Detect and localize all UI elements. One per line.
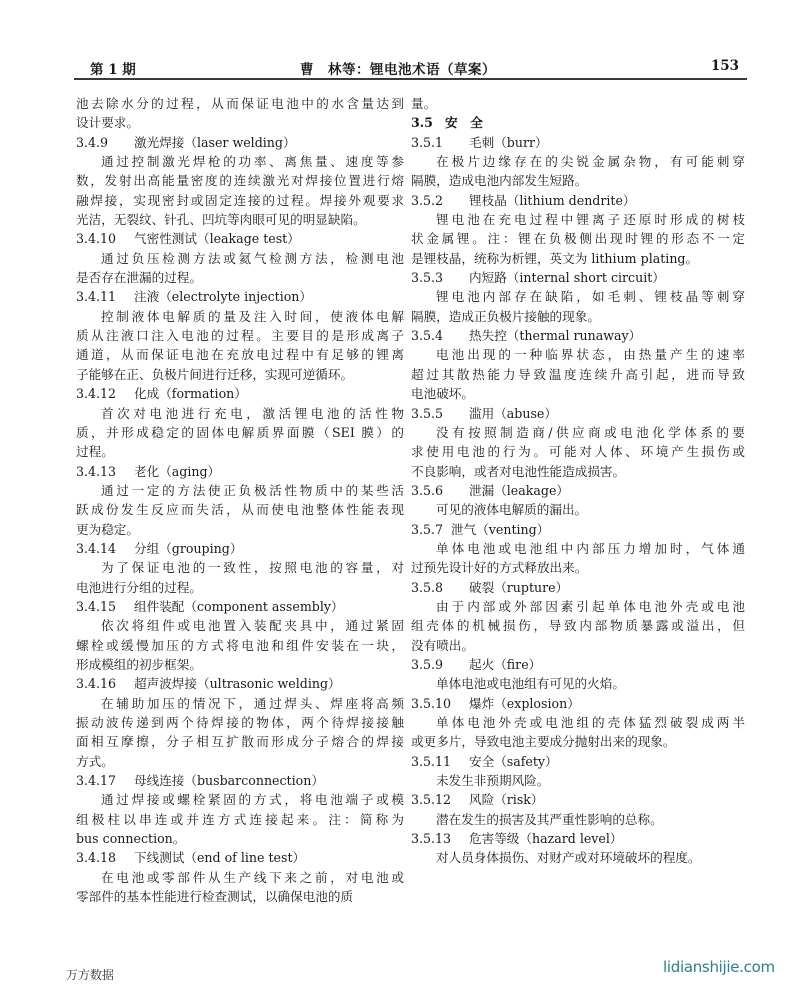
term-heading [411,404,745,423]
body-text-line: 通过负压检测方法或氦气检测方法，检测电池 [101,250,404,266]
body-text-line: 过预先设计好的方式释放出来。 [411,560,588,576]
term-number: 3.5.10 [411,695,452,711]
body-text-line: 潜在发生的损害及其严重性影响的总称。 [436,811,663,827]
body-text-line: 是锂枝晶，统称为析锂，英文为 lithium plating。 [411,250,699,266]
term-label: 母线连接（busbarconnection） [134,773,324,789]
running-title: 曹 林等：锂电池术语（草案） [300,62,496,78]
body-text-line: 通过一定的方法使正负极活性物质中的某些活 [101,482,404,498]
term-heading [411,133,745,152]
body-text-line: 质，并形成稳定的固体电解质界面膜（SEI 膜）的 [76,424,404,440]
body-text-line: 依次将组件或电池置入装配夹具中，通过紧固 [101,618,404,634]
body-text-line: bus connection。 [76,831,186,847]
body-text-line: 隔膜，造成电池内部发生短路。 [411,173,588,189]
body-text-line: 或更多片，导致电池主要成分抛射出来的现象。 [411,734,676,750]
running-header [74,58,747,80]
issue-label: 第 1 期 [90,62,136,78]
body-text-line: 为了保证电池的一致性，按照电池的容量，对 [101,560,404,576]
body-text-line: 对人员身体损伤、对财产或对环境破坏的程度。 [436,850,701,866]
term-number: 3.5.5 [411,405,444,421]
term-label: 爆炸（explosion） [469,695,580,711]
term-heading [411,191,745,210]
term-label: 化成（formation） [134,386,247,402]
term-heading [411,578,745,597]
body-text-line: 通道，从而保证电池在充放电过程中有足够的锂离 [76,347,404,363]
body-text-line: 隔膜，造成正负极片接触的现象。 [411,308,600,324]
section-number: 3.5 [411,115,433,131]
body-text-line: 形成模组的初步框架。 [76,656,202,672]
term-number: 3.4.18 [76,850,117,866]
term-number: 3.5.7 [411,521,444,537]
left-column [76,94,404,906]
term-heading [76,384,404,403]
body-text-line: 在电池或零部件从生产线下来之前，对电池或 [101,869,404,885]
term-heading [411,326,745,345]
body-text-line: 光洁，无裂纹、针孔、凹坑等肉眼可见的明显缺陷。 [76,212,366,228]
section-heading [411,113,745,132]
term-label: 注液（electrolyte injection） [134,289,313,305]
term-number: 3.5.2 [411,192,444,208]
term-number: 3.5.3 [411,270,444,286]
body-text-line: 超过其散热能力导致温度连续升高引起，进而导致 [411,366,745,382]
term-number: 3.4.15 [76,598,117,614]
body-text-line: 可见的液体电解质的漏出。 [436,502,588,518]
body-text-line: 求使用电池的行为。可能对人体、环境产生损伤或 [411,444,745,460]
body-text-line: 组极柱以串连或并连方式连接起来。注：简称为 [76,811,404,827]
term-label: 激光焊接（laser welding） [134,134,296,150]
term-number: 3.5.11 [411,753,452,769]
term-number: 3.5.4 [411,328,444,344]
body-text-line: 池去除水分的过程，从而保证电池中的水含量达到 [76,96,404,111]
term-heading [76,229,404,248]
term-number: 3.5.13 [411,831,452,847]
header-rule [74,78,747,80]
body-text-line: 没有喷出。 [411,637,474,653]
body-text-line: 跃成份发生反应而失活，从而使电池整体性能表现 [76,502,404,518]
term-label: 毛刺（burr） [469,134,548,150]
term-heading [411,268,745,287]
term-label: 超声波焊接（ultrasonic welding） [134,676,341,692]
body-text-line: 通过焊接或螺栓紧固的方式，将电池端子或模 [101,792,404,808]
body-text-line: 单体电池或电池组中内部压力增加时，气体通 [436,540,745,556]
body-text-line: 振动波传递到两个待焊接的物体，两个待焊接接触 [76,715,404,730]
section-label: 安 全 [445,115,483,131]
body-text-line: 组壳体的机械损伤，导致内部物质暴露或溢出，但 [411,618,745,634]
body-text-line: 首次对电池进行充电，激活锂电池的活性物 [101,405,404,421]
body-text-line: 通过控制激光焊枪的功率、离焦量、速度等参 [101,154,404,170]
term-heading [411,655,745,674]
body-text-line: 电池进行分组的过程。 [76,579,202,595]
body-text-line: 没有按照制造商/供应商或电池化学体系的要 [436,424,745,440]
body-text-line: 数，发射出高能量密度的连续激光对焊接位置进行熔 [76,173,404,189]
body-text-line: 电池破坏。 [411,386,474,402]
body-text-line: 状金属锂。注：锂在负极侧出现时锂的形态不一定 [411,231,745,247]
term-label: 泄漏（leakage） [469,482,570,498]
term-number: 3.4.17 [76,773,117,789]
term-number: 3.4.14 [76,540,117,556]
term-label: 内短路（internal short circuit） [469,270,665,286]
body-text-line: 在极片边缘存在的尖锐金属杂物，有可能刺穿 [436,154,745,170]
body-text-line: 方式。 [76,753,114,769]
term-heading [411,752,745,771]
body-text-line: 电池出现的一种临界状态，由热量产生的速率 [436,347,745,363]
term-label: 气密性测试（leakage test） [134,231,300,247]
term-heading [411,520,745,539]
body-text-line: 零部件的基本性能进行检查测试，以确保电池的质 [76,889,354,905]
term-number: 3.4.9 [76,134,109,150]
body-text-line: 锂电池在充电过程中锂离子还原时形成的树枝 [436,212,745,228]
term-label: 热失控（thermal runaway） [469,328,642,344]
body-text-line: 未发生非预期风险。 [436,773,550,789]
term-number: 3.5.8 [411,579,444,595]
body-text-line: 更为稳定。 [76,521,139,537]
body-text-line: 单体电池外壳或电池组的壳体猛烈破裂成两半 [436,715,745,730]
term-label: 安全（safety） [469,753,558,769]
body-text-line: 子能够在正、负极片间进行迁移，实现可逆循环。 [76,366,354,382]
body-text-line: 螺栓或缓慢加压的方式将电池和组件安装在一块， [76,637,404,653]
term-label: 滥用（abuse） [469,405,557,421]
body-text-line: 设计要求。 [76,115,139,131]
term-label: 老化（aging） [134,463,221,479]
body-text-line: 过程。 [76,444,114,460]
term-heading [411,829,745,848]
term-number: 3.5.6 [411,482,444,498]
term-heading [411,481,745,500]
body-text-line: 融焊接，实现密封或固定连接的过程。焊接外观要求 [76,192,404,208]
term-label: 下线测试（end of line test） [134,850,306,866]
term-label: 破裂（rupture） [469,579,569,595]
term-heading [76,771,404,790]
body-text-line: 单体电池或电池组有可见的火焰。 [436,676,625,692]
body-text-line: 由于内部或外部因素引起单体电池外壳或电池 [436,598,745,614]
term-heading [76,462,404,481]
term-heading [411,790,745,809]
term-heading [411,694,745,713]
body-text-line: 不良影响，或者对电池性能造成损害。 [411,463,626,479]
term-label: 泄气（venting） [451,521,550,537]
term-number: 3.4.12 [76,386,117,402]
term-number: 3.4.10 [76,231,117,247]
body-text-line: 在辅助加压的情况下，通过焊头、焊座将高频 [101,695,404,711]
body-text-line: 质从注液口注入电池的过程。主要目的是形成离子 [76,328,404,344]
body-text-line: 面相互摩擦，分子相互扩散而形成分子熔合的焊接 [76,734,404,750]
term-heading [76,287,404,306]
body-text-line: 量。 [411,96,437,111]
term-number: 3.4.16 [76,676,117,692]
right-column [411,94,745,868]
term-label: 组件装配（component assembly） [134,598,344,614]
term-number: 3.5.1 [411,134,444,150]
body-text-line: 控制液体电解质的量及注入时间，使液体电解 [101,308,404,324]
term-label: 起火（fire） [469,656,542,672]
body-text-line: 锂电池内部存在缺陷，如毛刺、锂枝晶等刺穿 [436,289,745,305]
term-heading [76,597,404,616]
term-label: 锂枝晶（lithium dendrite） [469,192,636,208]
source-label: 万方数据 [66,968,115,982]
term-heading [76,539,404,558]
page-number: 153 [710,58,739,74]
term-number: 3.4.11 [76,289,117,305]
term-number: 3.4.13 [76,463,117,479]
term-label: 风险（risk） [469,792,544,808]
term-number: 3.5.9 [411,656,444,672]
term-label: 危害等级（hazard level） [469,831,623,847]
body-text-line: 是否存在泄漏的过程。 [76,270,202,286]
term-heading [76,133,404,152]
term-heading [76,674,404,693]
term-number: 3.5.12 [411,792,452,808]
term-heading [76,848,404,867]
term-label: 分组（grouping） [134,540,243,556]
watermark-link[interactable]: lidianshijie.com [663,958,775,976]
